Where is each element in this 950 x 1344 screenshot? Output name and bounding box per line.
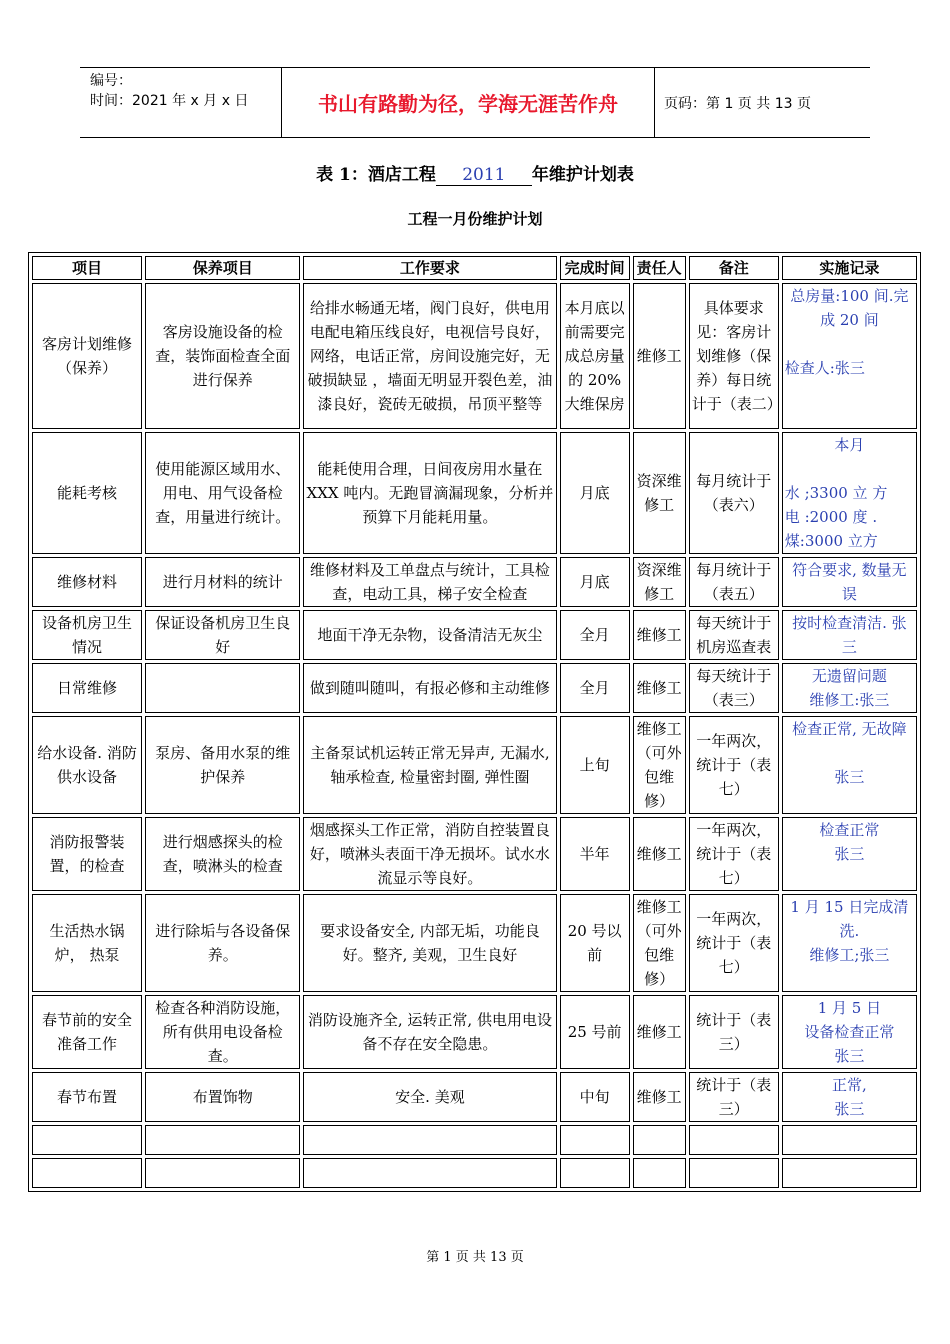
date-label: 时间：2021 年 x 月 x 日 [90, 93, 249, 109]
cell-note: 每月统计于（表六） [689, 432, 779, 554]
record-line: 检查正常 [819, 821, 880, 839]
record-line: 1 月 15 日完成清洗. [790, 898, 909, 940]
table-row [32, 557, 917, 607]
cell-record [782, 995, 917, 1069]
cell-note: 一年两次，统计于（表七） [689, 894, 779, 992]
title-year: 2011 [436, 165, 532, 186]
cell-item: 设备机房卫生情况 [32, 610, 142, 660]
cell-finish-time: 上旬 [560, 716, 630, 814]
header-maintenance: 保养项目 [145, 256, 300, 280]
cell-maintenance: 进行月材料的统计 [145, 557, 300, 607]
cell-empty [303, 1158, 556, 1188]
cell-item: 客房计划维修（保养） [32, 283, 142, 429]
cell-empty [782, 1125, 917, 1155]
cell-maintenance: 进行烟感探头的检查，喷淋头的检查 [145, 817, 300, 891]
cell-record [782, 663, 917, 713]
record-line: 检查正常, 无故障 [792, 720, 907, 738]
header-finish-time: 完成时间 [560, 256, 630, 280]
cell-person: 维修工 [633, 1072, 686, 1122]
cell-note: 每月统计于（表五） [689, 557, 779, 607]
cell-requirement: 地面干净无杂物，设备清洁无灰尘 [303, 610, 556, 660]
record-line: 张三 [834, 1100, 865, 1118]
cell-note: 统计于（表三） [689, 995, 779, 1069]
table-row [32, 995, 917, 1069]
cell-record [782, 716, 917, 814]
record-line: 无遗留问题 [811, 667, 887, 685]
title-suffix: 年维护计划表 [531, 165, 634, 185]
table-header-row [32, 256, 917, 280]
cell-person: 维修工 [633, 817, 686, 891]
cell-record: 按时检查清洁. 张三 [782, 610, 917, 660]
cell-item: 消防报警装置，的检查 [32, 817, 142, 891]
record-line: 本月 [834, 436, 865, 454]
table-row [32, 1072, 917, 1122]
cell-item: 维修材料 [32, 557, 142, 607]
cell-note: 每天统计于机房巡查表 [689, 610, 779, 660]
cell-record [782, 432, 917, 554]
table-row [32, 817, 917, 891]
cell-record [782, 894, 917, 992]
cell-finish-time: 半年 [560, 817, 630, 891]
cell-maintenance [145, 663, 300, 713]
header-meta [80, 68, 280, 137]
record-line: 维修工:张三 [809, 691, 890, 709]
maintenance-plan-table [28, 252, 921, 1192]
record-line: 电 :2000 度 . [784, 508, 878, 526]
cell-person: 维修工（可外包维修） [633, 716, 686, 814]
table-row [32, 894, 917, 992]
cell-finish-time: 月底 [560, 432, 630, 554]
cell-finish-time: 全月 [560, 610, 630, 660]
cell-requirement: 安全. 美观 [303, 1072, 556, 1122]
cell-finish-time: 20 号以前 [560, 894, 630, 992]
cell-empty [633, 1125, 686, 1155]
cell-maintenance: 泵房、备用水泵的维护保养 [145, 716, 300, 814]
page-title [0, 160, 950, 186]
record-line: 检查人:张三 [784, 359, 865, 377]
cell-requirement: 烟感探头工作正常，消防自控装置良好，喷淋头表面干净无损坏。试水水流显示等良好。 [303, 817, 556, 891]
cell-person: 维修工 [633, 995, 686, 1069]
cell-empty [560, 1158, 630, 1188]
record-line: 水 ;3300 立 方 [784, 484, 888, 502]
cell-record [782, 1072, 917, 1122]
header-record: 实施记录 [782, 256, 917, 280]
cell-note: 每天统计于（表三） [689, 663, 779, 713]
cell-empty [145, 1158, 300, 1188]
cell-finish-time: 全月 [560, 663, 630, 713]
table-row [32, 663, 917, 713]
cell-empty [689, 1125, 779, 1155]
record-line: 维修工;张三 [809, 946, 890, 964]
cell-empty [32, 1125, 142, 1155]
header-item: 项目 [32, 256, 142, 280]
header-page-label: 页码：第 1 页 共 13 页 [664, 95, 811, 112]
cell-maintenance: 检查各种消防设施，所有供用电设备检查。 [145, 995, 300, 1069]
record-line: 总房量:100 间.完成 20 间 [790, 287, 909, 329]
cell-finish-time: 月底 [560, 557, 630, 607]
header-motto: 书山有路勤为径，学海无涯苦作舟 [281, 68, 655, 137]
cell-maintenance: 保证设备机房卫生良好 [145, 610, 300, 660]
cell-maintenance: 客房设施设备的检查，装饰面检查全面进行保养 [145, 283, 300, 429]
cell-item: 给水设备. 消防供水设备 [32, 716, 142, 814]
record-line: 张三 [834, 1047, 865, 1065]
record-line: 设备检查正常 [804, 1023, 895, 1041]
page-footer: 第 1 页 共 13 页 [426, 1250, 524, 1265]
table-row [32, 432, 917, 554]
cell-record [782, 283, 917, 429]
cell-item: 春节前的安全准备工作 [32, 995, 142, 1069]
cell-empty [560, 1125, 630, 1155]
cell-empty [303, 1125, 556, 1155]
code-label: 编号： [90, 73, 132, 89]
table-row-empty [32, 1125, 917, 1155]
document-header [80, 67, 870, 138]
title-prefix: 表 1：酒店工程 [316, 165, 436, 185]
cell-empty [782, 1158, 917, 1188]
table-row [32, 283, 917, 429]
record-line: 正常, [832, 1076, 867, 1094]
cell-note: 一年两次，统计于（表七） [689, 817, 779, 891]
cell-requirement: 维修材料及工单盘点与统计，工具检查，电动工具，梯子安全检查 [303, 557, 556, 607]
cell-maintenance: 进行除垢与各设备保养。 [145, 894, 300, 992]
record-line: 张三 [834, 845, 865, 863]
cell-requirement: 消防设施齐全, 运转正常, 供电用电设备不存在安全隐患。 [303, 995, 556, 1069]
cell-item: 能耗考核 [32, 432, 142, 554]
cell-empty [145, 1125, 300, 1155]
cell-person: 资深维修工 [633, 432, 686, 554]
cell-person: 维修工（可外包维修） [633, 894, 686, 992]
header-person: 责任人 [633, 256, 686, 280]
cell-requirement: 给排水畅通无堵，阀门良好，供电用电配电箱压线良好，电视信号良好，网络，电话正常，房间设施完好，无破损缺显 ，墙面无明显开裂色差，油漆良好，瓷砖无破损，吊顶平整等 [303, 283, 556, 429]
cell-maintenance: 使用能源区域用水、用电、用气设备检查，用量进行统计。 [145, 432, 300, 554]
cell-record [782, 817, 917, 891]
cell-requirement: 主备泵试机运转正常无异声, 无漏水, 轴承检查, 检量密封圈, 弹性圈 [303, 716, 556, 814]
cell-empty [32, 1158, 142, 1188]
cell-finish-time: 25 号前 [560, 995, 630, 1069]
cell-requirement: 做到随叫随叫，有报必修和主动维修 [303, 663, 556, 713]
cell-requirement: 能耗使用合理，日间夜房用水量在 XXX 吨内。无跑冒滴漏现象，分析并预算下月能耗用量。 [303, 432, 556, 554]
header-requirement: 工作要求 [303, 256, 556, 280]
record-line: 1 月 5 日 [817, 999, 882, 1017]
record-line: 张三 [834, 768, 865, 786]
cell-item: 生活热水锅炉， 热泵 [32, 894, 142, 992]
cell-item: 日常维修 [32, 663, 142, 713]
cell-item: 春节布置 [32, 1072, 142, 1122]
record-line: 煤:3000 立方 [784, 532, 878, 550]
cell-finish-time: 本月底以前需要完成总房量的 20%大维保房 [560, 283, 630, 429]
header-note: 备注 [689, 256, 779, 280]
cell-empty [689, 1158, 779, 1188]
table-row-empty [32, 1158, 917, 1188]
cell-record: 符合要求, 数量无误 [782, 557, 917, 607]
cell-note: 一年两次，统计于（表七） [689, 716, 779, 814]
cell-person: 维修工 [633, 610, 686, 660]
table-row [32, 716, 917, 814]
cell-note: 统计于（表三） [689, 1072, 779, 1122]
cell-person: 维修工 [633, 283, 686, 429]
cell-empty [633, 1158, 686, 1188]
page-subtitle: 工程一月份维护计划 [407, 210, 543, 228]
cell-note: 具体要求见：客房计划维修（保养）每日统计于（表二） [689, 283, 779, 429]
cell-person: 维修工 [633, 663, 686, 713]
cell-maintenance: 布置饰物 [145, 1072, 300, 1122]
cell-finish-time: 中旬 [560, 1072, 630, 1122]
table-row [32, 610, 917, 660]
cell-person: 资深维修工 [633, 557, 686, 607]
cell-requirement: 要求设备安全, 内部无垢，功能良好。整齐, 美观，卫生良好 [303, 894, 556, 992]
